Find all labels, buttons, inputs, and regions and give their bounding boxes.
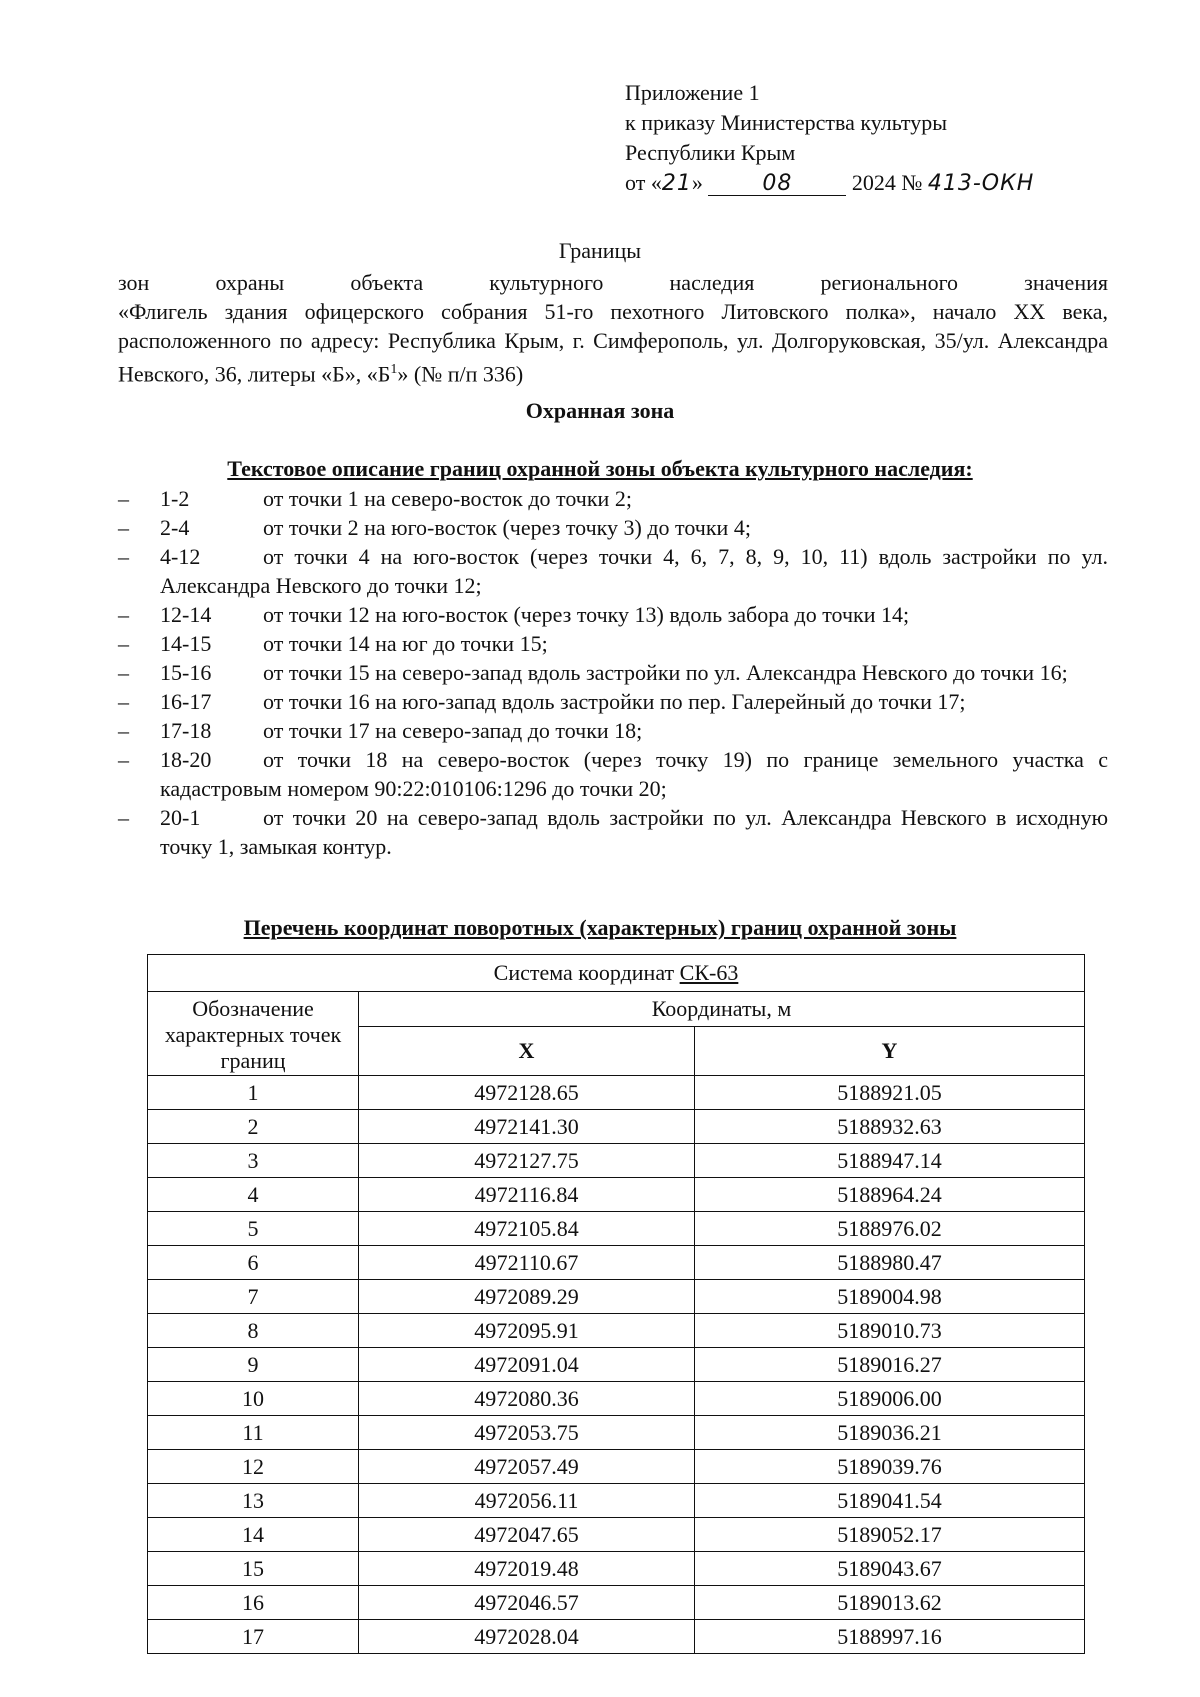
table-row bbox=[148, 1416, 1085, 1450]
x-coordinate-cell: 4972019.48 bbox=[359, 1552, 695, 1586]
point-number-cell: 7 bbox=[148, 1280, 359, 1314]
segment-text: от точки 16 на юго-запад вдоль застройки по пер. Галерейный до точки 17; bbox=[263, 689, 966, 714]
segment-code: 17-18 bbox=[160, 718, 212, 743]
order-from-label: от « bbox=[625, 170, 662, 195]
x-coordinate-cell: 4972046.57 bbox=[359, 1586, 695, 1620]
table-row bbox=[148, 1280, 1085, 1314]
point-number-cell: 2 bbox=[148, 1110, 359, 1144]
x-coordinate-cell: 4972080.36 bbox=[359, 1382, 695, 1416]
y-coordinate-cell: 5189039.76 bbox=[695, 1450, 1085, 1484]
x-coordinate-cell: 4972116.84 bbox=[359, 1178, 695, 1212]
intro-text-a: «Флигель здания офицерского собрания 51-го пехотного Литовского полка», начало XX века, расположенного по адресу: Республика Крым, г. Симферополь, ул. Долгоруковская, 35/ул. Александра Невского, 36, литеры «Б», «Б bbox=[118, 299, 1108, 387]
intro-superscript: 1 bbox=[390, 362, 398, 377]
segment-text: от точки 2 на юго-восток (через точку 3) до точки 4; bbox=[263, 515, 751, 540]
dash-bullet: – bbox=[118, 660, 129, 685]
point-number-cell: 14 bbox=[148, 1518, 359, 1552]
y-coordinate-cell: 5189004.98 bbox=[695, 1280, 1085, 1314]
coordinates-table-body bbox=[148, 1076, 1085, 1654]
dash-bullet: – bbox=[118, 747, 129, 772]
x-coordinate-cell: 4972089.29 bbox=[359, 1280, 695, 1314]
segment-code: 15-16 bbox=[160, 660, 212, 685]
intro-paragraph bbox=[118, 268, 1108, 388]
table-row bbox=[148, 1076, 1085, 1110]
x-coordinate-cell: 4972141.30 bbox=[359, 1110, 695, 1144]
segment-code: 4-12 bbox=[160, 544, 201, 569]
x-coordinate-cell: 4972127.75 bbox=[359, 1144, 695, 1178]
table-row bbox=[148, 1382, 1085, 1416]
segment-text: от точки 4 на юго-восток (через точки 4, 6, 7, 8, 9, 10, 11) вдоль застройки по ул. Александра Невского до точки 12; bbox=[160, 544, 1108, 598]
appendix-line-1: Приложение 1 bbox=[625, 80, 760, 105]
y-coordinate-cell: 5188964.24 bbox=[695, 1178, 1085, 1212]
table-row bbox=[148, 1620, 1085, 1654]
zone-heading: Охранная зона bbox=[525, 398, 675, 423]
point-number-cell: 9 bbox=[148, 1348, 359, 1382]
segment-code: 18-20 bbox=[160, 747, 212, 772]
x-coordinate-cell: 4972095.91 bbox=[359, 1314, 695, 1348]
description-item bbox=[118, 513, 1108, 542]
point-number-cell: 3 bbox=[148, 1144, 359, 1178]
table-row bbox=[148, 1518, 1085, 1552]
segment-code: 12-14 bbox=[160, 602, 212, 627]
y-coordinate-cell: 5189041.54 bbox=[695, 1484, 1085, 1518]
coordinate-system-name: СК-63 bbox=[679, 960, 739, 985]
appendix-line-2: к приказу Министерства культуры bbox=[625, 110, 948, 135]
point-number-cell: 6 bbox=[148, 1246, 359, 1280]
description-item bbox=[118, 484, 1108, 513]
segment-code: 20-1 bbox=[160, 805, 201, 830]
table-row bbox=[148, 1586, 1085, 1620]
point-number-cell: 16 bbox=[148, 1586, 359, 1620]
point-number-cell: 1 bbox=[148, 1076, 359, 1110]
table-row bbox=[148, 1144, 1085, 1178]
description-item bbox=[118, 745, 1108, 803]
y-coordinate-cell: 5189052.17 bbox=[695, 1518, 1085, 1552]
y-coordinate-cell: 5189013.62 bbox=[695, 1586, 1085, 1620]
description-item bbox=[118, 687, 1108, 716]
table-row bbox=[148, 1552, 1085, 1586]
coordinate-system-prefix: Система координат bbox=[493, 960, 680, 985]
segment-text: от точки 1 на северо-восток до точки 2; bbox=[263, 486, 632, 511]
segment-text: от точки 18 на северо-восток (через точку 19) по границе земельного участка с кадастровым номером 90:22:010106:1296 до точки 20; bbox=[160, 747, 1108, 801]
coordinate-system-cell bbox=[148, 955, 1085, 992]
table-row bbox=[148, 1246, 1085, 1280]
intro-text-b: » (№ п/п 336) bbox=[397, 361, 524, 387]
y-coordinate-cell: 5188976.02 bbox=[695, 1212, 1085, 1246]
order-number-handwritten: 413-ОКН bbox=[927, 171, 1035, 196]
x-coordinate-cell: 4972028.04 bbox=[359, 1620, 695, 1654]
dash-bullet: – bbox=[118, 515, 129, 540]
description-item bbox=[118, 629, 1108, 658]
y-coordinate-cell: 5188921.05 bbox=[695, 1076, 1085, 1110]
x-coordinate-cell: 4972110.67 bbox=[359, 1246, 695, 1280]
coordinates-column-header: Координаты, м bbox=[359, 992, 1085, 1027]
point-number-cell: 8 bbox=[148, 1314, 359, 1348]
point-number-cell: 11 bbox=[148, 1416, 359, 1450]
dash-bullet: – bbox=[118, 689, 129, 714]
dash-bullet: – bbox=[118, 544, 129, 569]
y-coordinate-cell: 5188932.63 bbox=[695, 1110, 1085, 1144]
point-number-cell: 13 bbox=[148, 1484, 359, 1518]
point-number-cell: 17 bbox=[148, 1620, 359, 1654]
order-date-number bbox=[625, 168, 1034, 199]
description-item bbox=[118, 600, 1108, 629]
segment-text: от точки 17 на северо-запад до точки 18; bbox=[263, 718, 643, 743]
point-number-cell: 5 bbox=[148, 1212, 359, 1246]
appendix-header bbox=[625, 78, 1034, 199]
segment-text: от точки 20 на северо-запад вдоль застройки по ул. Александра Невского в исходную точку 1, замыкая контур. bbox=[160, 805, 1108, 859]
table-row bbox=[148, 1212, 1085, 1246]
y-coordinate-cell: 5188947.14 bbox=[695, 1144, 1085, 1178]
y-coordinate-cell: 5189036.21 bbox=[695, 1416, 1085, 1450]
segment-code: 14-15 bbox=[160, 631, 212, 656]
description-item bbox=[118, 542, 1108, 600]
point-number-cell: 10 bbox=[148, 1382, 359, 1416]
table-row bbox=[148, 1314, 1085, 1348]
table-row bbox=[148, 1450, 1085, 1484]
x-coordinate-cell: 4972057.49 bbox=[359, 1450, 695, 1484]
x-column-header: X bbox=[359, 1027, 695, 1076]
description-item bbox=[118, 658, 1108, 687]
x-coordinate-cell: 4972053.75 bbox=[359, 1416, 695, 1450]
document-title: Границы bbox=[558, 238, 642, 263]
x-coordinate-cell: 4972105.84 bbox=[359, 1212, 695, 1246]
y-coordinate-cell: 5189016.27 bbox=[695, 1348, 1085, 1382]
intro-body bbox=[118, 297, 1108, 388]
y-coordinate-cell: 5188980.47 bbox=[695, 1246, 1085, 1280]
description-heading: Текстовое описание границ охранной зоны объекта культурного наследия: bbox=[227, 456, 973, 481]
point-number-cell: 12 bbox=[148, 1450, 359, 1484]
x-coordinate-cell: 4972091.04 bbox=[359, 1348, 695, 1382]
dash-bullet: – bbox=[118, 602, 129, 627]
table-row bbox=[148, 1484, 1085, 1518]
y-coordinate-cell: 5188997.16 bbox=[695, 1620, 1085, 1654]
order-close-quote: » bbox=[691, 170, 703, 195]
table-row bbox=[148, 1348, 1085, 1382]
y-coordinate-cell: 5189043.67 bbox=[695, 1552, 1085, 1586]
order-month-handwritten: 08 bbox=[708, 173, 846, 196]
boundary-description-list bbox=[118, 484, 1108, 861]
dash-bullet: – bbox=[118, 718, 129, 743]
segment-code: 1-2 bbox=[160, 486, 190, 511]
table-row bbox=[148, 1110, 1085, 1144]
y-coordinate-cell: 5189006.00 bbox=[695, 1382, 1085, 1416]
order-day-handwritten: 21 bbox=[661, 171, 692, 196]
description-item bbox=[118, 716, 1108, 745]
point-column-header: Обозначение характерных точек границ bbox=[148, 992, 359, 1076]
segment-text: от точки 14 на юг до точки 15; bbox=[263, 631, 548, 656]
point-number-cell: 15 bbox=[148, 1552, 359, 1586]
dash-bullet: – bbox=[118, 486, 129, 511]
dash-bullet: – bbox=[118, 631, 129, 656]
intro-line-1: зон охраны объекта культурного наследия регионального значения bbox=[118, 270, 1108, 295]
segment-code: 16-17 bbox=[160, 689, 212, 714]
segment-code: 2-4 bbox=[160, 515, 190, 540]
table-row bbox=[148, 1178, 1085, 1212]
segment-text: от точки 12 на юго-восток (через точку 13) вдоль забора до точки 14; bbox=[263, 602, 910, 627]
order-year-number-label: 2024 № bbox=[851, 170, 923, 195]
segment-text: от точки 15 на северо-запад вдоль застройки по ул. Александра Невского до точки 16; bbox=[263, 660, 1068, 685]
y-coordinate-cell: 5189010.73 bbox=[695, 1314, 1085, 1348]
y-column-header: Y bbox=[695, 1027, 1085, 1076]
description-item bbox=[118, 803, 1108, 861]
appendix-line-3: Республики Крым bbox=[625, 140, 796, 165]
x-coordinate-cell: 4972128.65 bbox=[359, 1076, 695, 1110]
dash-bullet: – bbox=[118, 805, 129, 830]
coordinates-table bbox=[147, 954, 1085, 1654]
x-coordinate-cell: 4972047.65 bbox=[359, 1518, 695, 1552]
coordinates-heading: Перечень координат поворотных (характерных) границ охранной зоны bbox=[243, 915, 957, 940]
point-number-cell: 4 bbox=[148, 1178, 359, 1212]
x-coordinate-cell: 4972056.11 bbox=[359, 1484, 695, 1518]
